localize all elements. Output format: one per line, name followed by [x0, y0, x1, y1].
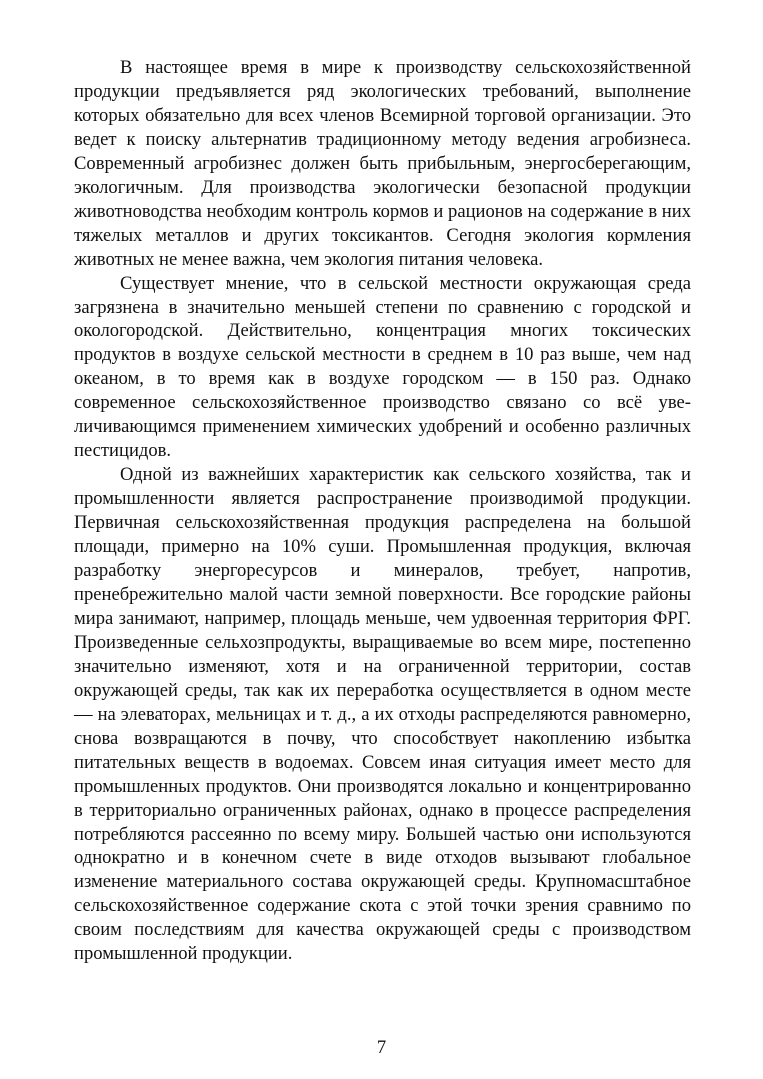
paragraph-3: Одной из важнейших характеристик как сельского хозяйства, так и промышленности является распространение производимой продукции. Первичная сельскохозяйственная продукция распределена на большой площади, примерно на 10% суши. Промышленная продукция, включая разработку энергоресурсов и минералов, требует, напротив, пренебрежительно малой части земной поверхности. Все городские районы мира занимают, например, площадь меньше, чем удвоенная территория ФРГ. Произведенные сельхозпродукты, выращиваемые во всем мире, постепенно значительно изменяют, хотя и на ограниченной территории, состав окружающей среды, так как их переработка осуществляется в одном месте — на элеваторах, мельницах и т. д., а их отходы распределяются равномерно, снова возвращаются в почву, что способствует накоплению избытка питательных веществ в водоемах. Совсем иная ситуация имеет место для промышленных продуктов. Они производятся локально и концентрированно в территориально ограниченных районах, однако в процессе распределения потребляются рассеянно по всему миру. Большей частью они используются однократно и в конечном счете в виде отходов вызывают глобальное изменение материального состава окружающей среды. Крупномасштабное сельскохозяйственное содержание скота с этой точки зрения сравнимо по своим последствиям для качества окружающей среды с производством промышленной продукции.: [74, 464, 691, 965]
paragraph-1: В настоящее время в мире к производству сельскохозяйственной продукции предъявляется ряд экологических требований, выполнение которых обязательно для всех членов Всемирной торговой организации. Это ведет к поиску альтернатив традиционному методу ведения агробизнеса. Современный агробизнес должен быть прибыльным, энергосберегающим, экологичным. Для производства экологически безопасной продукции животноводства необходим контроль кормов и рационов на содержание в них тяжелых металлов и других токсикантов. Сегодня экология кормления животных не менее важна, чем экология питания человека.: [74, 57, 691, 270]
body-text: [74, 56, 691, 966]
page-number: 7: [376, 1037, 387, 1058]
paragraph-2: Существует мнение, что в сельской местности окружающая среда загрязнена в значительно меньшей степени по сравнению с городской и окологородской. Действительно, концентрация многих токсических продуктов в воздухе сельской местности в среднем в 10 раз выше, чем над океаном, в то время как в воздухе городском — в 150 раз. Однако современное сельскохозяйственное производство связано со всё увеличивающимся применением химических удобрений и особенно различных пестицидов.: [74, 272, 691, 462]
